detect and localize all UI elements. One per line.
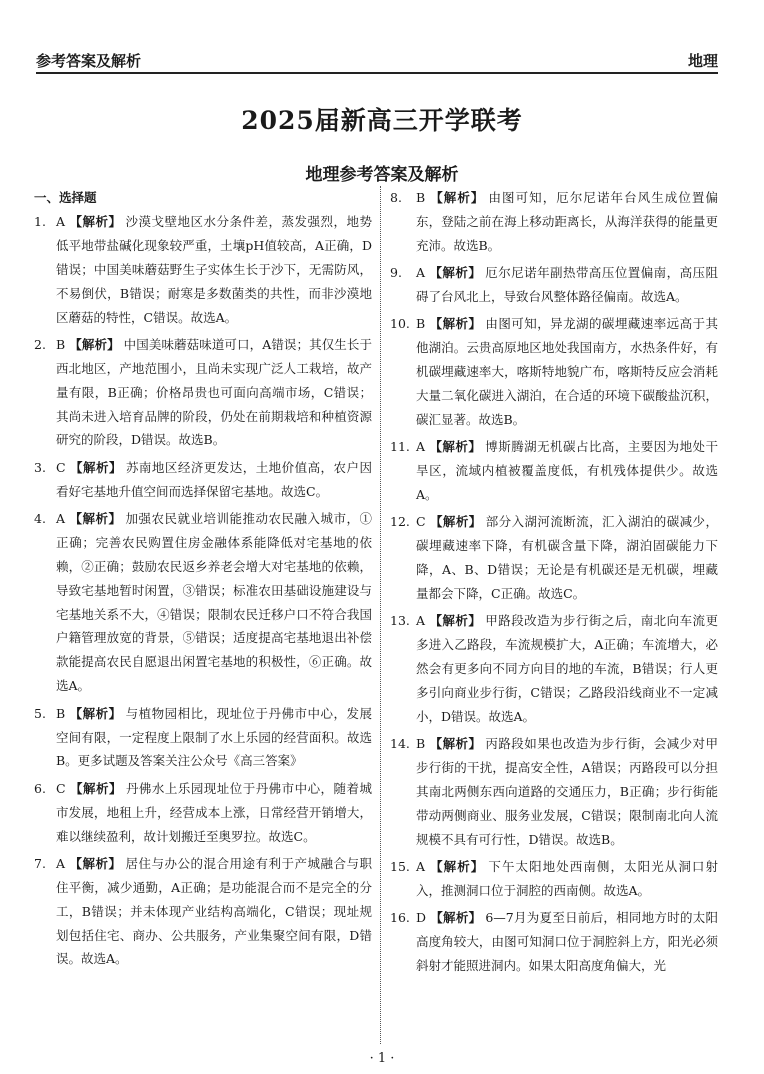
question-number: 4.	[34, 510, 46, 526]
section-heading: 一、选择题	[34, 190, 97, 205]
explanation-text: 沙漠戈壁地区水分条件差，蒸发强烈，地势低平地带盐碱化现象较严重，土壤pH值较高，A正确，D错误；中国美味蘑菇野生子实体生长于沙下，无需防风，不易倒伏，B错误；耐寒是多数菌类的共性，而非沙漠地区蘑菇的特性，C错误。故选A。	[56, 213, 372, 325]
answer-choice: A	[56, 510, 66, 526]
analysis-tag: 【解析】	[429, 265, 482, 281]
answer-choice: B	[416, 316, 426, 332]
explanation-text: 由图可知，异龙湖的碳埋藏速率远高于其他湖泊。云贵高原地区地处我国南方，水热条件好，有机碳埋藏速率大，喀斯特地貌广布，喀斯特反应会消耗大量二氧化碳进入湖泊，在合适的环境下碳酸盐沉积，碳汇显著。故选B。	[416, 316, 718, 427]
column-divider	[380, 186, 381, 1044]
right-answer-list	[390, 186, 718, 978]
analysis-tag: 【解析】	[429, 514, 482, 530]
analysis-tag: 【解析】	[69, 705, 122, 721]
question-number: 13.	[390, 613, 410, 629]
explanation-text: 丙路段如果也改造为步行街，会减少对甲步行街的干扰，提高安全性，A错误；丙路段可以分担其南北两侧东西向道路的交通压力，B正确；步行街能带动两侧商业、服务业发展，C错误；限制南北向人流规模不具有可行性，D错误。故选B。	[416, 736, 718, 847]
answer-item	[390, 732, 718, 852]
answer-body	[416, 609, 718, 729]
page-number: · 1 ·	[369, 1051, 395, 1066]
answer-choice: A	[416, 265, 426, 281]
header-subject-label: 地理	[687, 52, 718, 70]
answer-item	[390, 312, 718, 432]
answer-body	[56, 333, 372, 453]
question-number: 1.	[34, 213, 46, 229]
question-number: 15.	[390, 859, 410, 875]
answer-choice: A	[416, 439, 426, 455]
question-number: 6.	[34, 780, 46, 796]
answer-choice: A	[56, 855, 66, 871]
right-column	[390, 186, 718, 982]
answer-choice: C	[56, 459, 66, 475]
answer-body	[416, 510, 718, 606]
answer-choice: D	[416, 910, 427, 926]
explanation-text: 苏南地区经济更发达，土地价值高，农户因看好宅基地升值空间而选择保留宅基地。故选C。	[56, 459, 372, 499]
header-rule	[36, 72, 718, 74]
analysis-tag: 【解析】	[429, 613, 482, 629]
analysis-tag: 【解析】	[429, 439, 482, 455]
question-number: 9.	[390, 265, 402, 281]
answer-item	[390, 609, 718, 729]
header-left-label: 参考答案及解析	[36, 52, 142, 70]
answer-item	[390, 906, 718, 978]
answer-body	[56, 852, 372, 972]
explanation-text: 丹佛水上乐园现址位于丹佛市中心，随着城市发展，地租上升，经营成本上涨，日常经营开销增大，难以继续盈利，故计划搬迁至奥罗拉。故选C。	[56, 780, 372, 844]
answer-body	[416, 855, 718, 903]
analysis-tag: 【解析】	[69, 213, 122, 229]
answer-item	[34, 852, 372, 972]
explanation-text: 下午太阳地处西南侧，太阳光从洞口射入，推测洞口位于洞腔的西南侧。故选A。	[416, 859, 718, 899]
analysis-tag: 【解析】	[69, 855, 122, 871]
question-number: 2.	[34, 336, 46, 352]
answer-item	[390, 261, 718, 309]
answer-choice: B	[416, 190, 426, 205]
answer-body	[416, 312, 718, 432]
left-answer-list	[34, 210, 372, 971]
analysis-tag: 【解析】	[430, 910, 482, 926]
question-number: 3.	[34, 459, 46, 475]
analysis-tag: 【解析】	[429, 316, 482, 332]
analysis-tag: 【解析】	[429, 736, 482, 752]
question-number: 7.	[34, 855, 46, 871]
answer-choice: A	[56, 213, 66, 229]
question-number: 12.	[390, 514, 410, 530]
answer-choice: A	[416, 613, 426, 629]
answer-item	[34, 507, 372, 698]
answer-body	[56, 456, 372, 504]
answer-body	[56, 210, 372, 330]
exam-title: 2025届新高三开学联考	[241, 106, 523, 135]
question-number: 14.	[390, 736, 410, 752]
answer-item	[34, 702, 372, 774]
question-number: 5.	[34, 705, 46, 721]
page-header	[36, 44, 718, 74]
answer-body	[56, 777, 372, 849]
answer-item	[34, 210, 372, 330]
analysis-tag: 【解析】	[69, 336, 120, 352]
answer-choice: B	[56, 336, 66, 352]
answer-body	[416, 732, 718, 852]
explanation-text: 由图可知，厄尔尼诺年台风生成位置偏东，登陆之前在海上移动距离长，从海洋获得的能量更充沛。故选B。	[416, 190, 718, 253]
answer-choice: C	[416, 514, 426, 530]
analysis-tag: 【解析】	[69, 459, 122, 475]
answer-item	[34, 333, 372, 453]
answer-body	[416, 906, 718, 978]
question-number: 11.	[390, 439, 410, 455]
question-number: 8.	[390, 190, 402, 205]
analysis-tag: 【解析】	[69, 510, 122, 526]
answer-body	[56, 702, 372, 774]
explanation-text: 6—7月为夏至日前后，相同地方时的太阳高度角较大，由图可知洞口位于洞腔斜上方，阳光必须斜射才能照进洞内。如果太阳高度角偏大，光	[416, 910, 718, 974]
answer-choice: A	[416, 859, 426, 875]
answer-body	[416, 186, 718, 258]
answer-item	[390, 435, 718, 507]
answer-body	[416, 261, 718, 309]
explanation-text: 与植物园相比，现址位于丹佛市中心，发展空间有限，一定程度上限制了水上乐园的经营面积。故选B。更多试题及答案关注公众号《高三答案》	[56, 705, 372, 769]
answer-body	[416, 435, 718, 507]
question-number: 10.	[390, 316, 410, 332]
answer-choice: B	[56, 705, 66, 721]
question-number: 16.	[390, 910, 410, 926]
document-subtitle: 地理参考答案及解析	[305, 165, 459, 185]
answer-choice: B	[416, 736, 426, 752]
explanation-text: 加强农民就业培训能推动农民融入城市，①正确；完善农民购置住房金融体系能降低对宅基地的依赖，②正确；鼓励农民返乡养老会增大对宅基地的依赖，导致宅基地暂时闲置，③错误；标准农田基础设施建设与宅基地关系不大，④错误；限制农民迁移户口不符合我国户籍管理放宽的背景，⑤错误；适度提高宅基地退出补偿款能提高农民自愿退出闲置宅基地的积极性，⑥正确。故选A。	[56, 510, 372, 694]
left-column	[34, 186, 372, 975]
explanation-text: 厄尔尼诺年副热带高压位置偏南，高压阻碍了台风北上，导致台风整体路径偏南。故选A。	[416, 265, 718, 305]
answer-body	[56, 507, 372, 698]
answer-choice: C	[56, 780, 66, 796]
analysis-tag: 【解析】	[429, 859, 485, 875]
answer-item	[34, 456, 372, 504]
answer-item	[34, 777, 372, 849]
analysis-tag: 【解析】	[429, 190, 485, 205]
analysis-tag: 【解析】	[69, 780, 122, 796]
explanation-text: 甲路段改造为步行街之后，南北向车流更多进入乙路段，车流规模扩大，A正确；车流增大，必然会有更多向不同方向目的地的车流，B错误；行人更多引向商业步行街，C错误；乙路段沿线商业不一定减小，D错误。故选A。	[416, 613, 718, 724]
explanation-text: 居住与办公的混合用途有利于产城融合与职住平衡，减少通勤，A正确；是功能混合而不是完全的分工，B错误；并未体现产业结构高端化，C错误；现址规划包括住宅、商办、公共服务，产业集聚空间有限，D错误。故选A。	[56, 855, 372, 967]
answer-item	[390, 855, 718, 903]
explanation-text: 部分入湖河流断流，汇入湖泊的碳减少，碳埋藏速率下降，有机碳含量下降，湖泊固碳能力下降，A、B、D错误；无论是有机碳还是无机碳，埋藏量都会下降，C正确。故选C。	[416, 514, 718, 602]
explanation-text: 博斯腾湖无机碳占比高，主要因为地处干旱区，流域内植被覆盖度低，有机残体提供少。故选A。	[416, 439, 718, 503]
answer-item	[390, 186, 718, 258]
answer-item	[390, 510, 718, 606]
explanation-text: 中国美味蘑菇味道可口，A错误；其仅生长于西北地区，产地范围小，且尚未实现广泛人工栽培，故产量有限，B正确；价格昂贵也可面向高端市场，C错误；其尚未进入培育品牌的阶段，仍处在前期栽培和种植资源研究的阶段，D错误。故选B。	[56, 336, 372, 448]
